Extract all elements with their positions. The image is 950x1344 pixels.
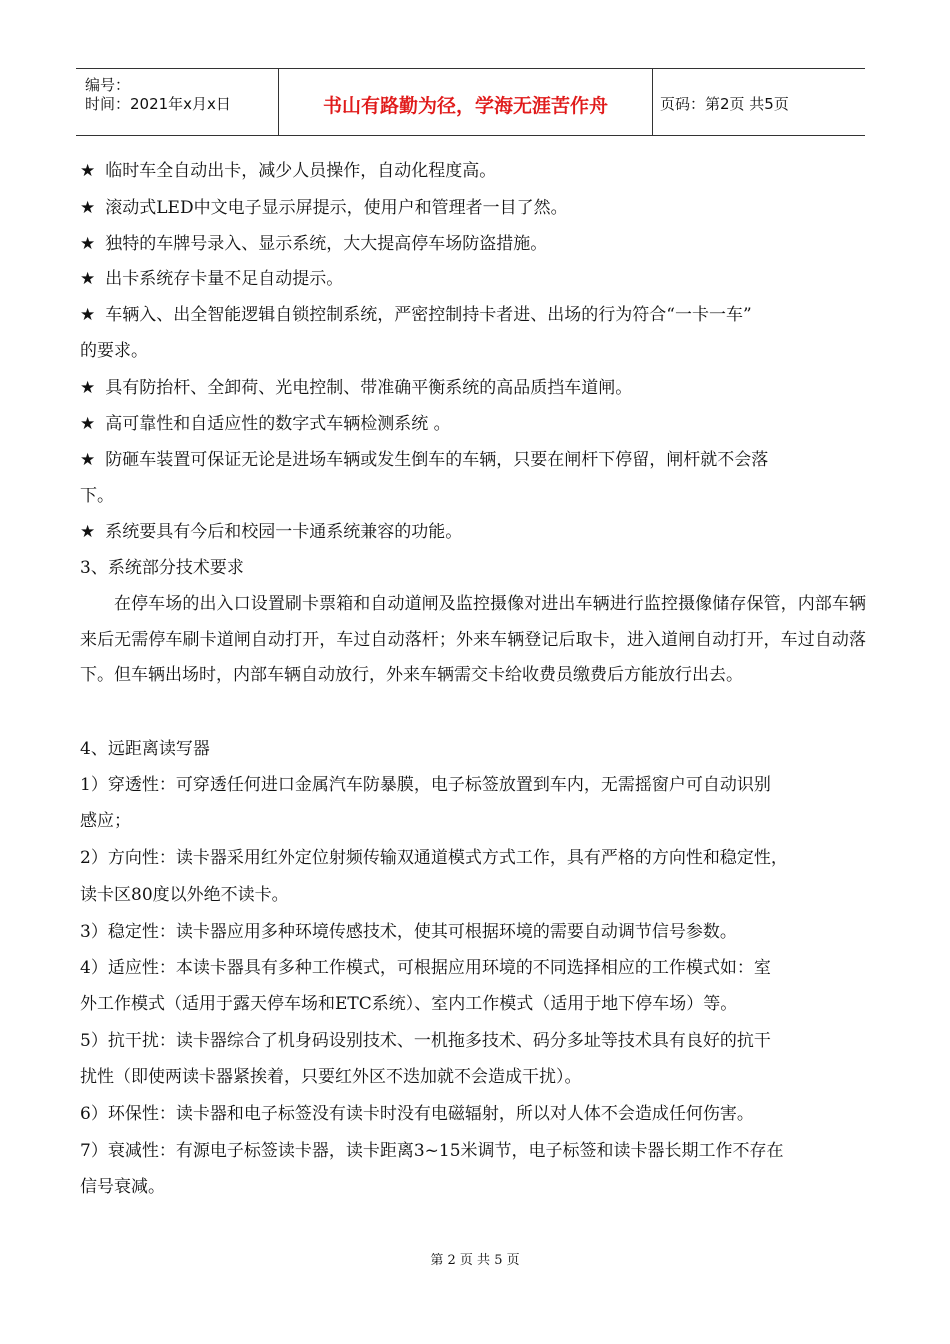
document-number-label: 编号： [85,76,131,94]
spec-line: 6）环保性：读卡器和电子标签没有读卡时没有电磁辐射，所以对人体不会造成任何伤害。 [80,1104,754,1124]
bullet-text: 高可靠性和自适应性的数字式车辆检测系统 。 [105,414,451,434]
bullet-item [80,233,547,255]
spec-line: 3）稳定性：读卡器应用多种环境传感技术，使其可根据环境的需要自动调节信号参数。 [80,922,737,942]
bullet-text: 具有防抬杆、全卸荷、光电控制、带准确平衡系统的高品质挡车道闸。 [105,378,633,398]
bullet-text: 独特的车牌号录入、显示系统，大大提高停车场防盗措施。 [105,234,548,254]
header-page-cell [652,69,865,135]
spec-line: 5）抗干扰：读卡器综合了机身码设别技术、一机拖多技术、码分多址等技术具有良好的抗干 [80,1031,771,1051]
spec-line: 1）穿透性：可穿透任何进口金属汽车防暴膜，电子标签放置到车内，无需摇窗户可自动识别 [80,775,771,795]
spec-line: 2）方向性：读卡器采用红外定位射频传输双通道模式方式工作，具有严格的方向性和稳定性， [80,848,788,868]
bullet-item [80,304,752,326]
bullet-continuation: 的要求。 [80,341,148,361]
bullet-item [80,413,451,435]
page-footer: 第 2 页 共 5 页 [430,1253,520,1268]
star-icon: ★ [80,378,96,398]
star-icon: ★ [80,522,96,542]
header-page-number: 页码：第2页 共5页 [660,95,789,113]
bullet-text: 防砸车装置可保证无论是进场车辆或发生倒车的车辆，只要在闸杆下停留，闸杆就不会落 [105,450,769,470]
star-icon: ★ [80,198,96,218]
section-4-title: 4、远距离读写器 [80,739,210,759]
bullet-item [80,377,632,399]
bullet-item [80,197,568,219]
bullet-item [80,268,343,290]
spec-line: 4）适应性：本读卡器具有多种工作模式，可根据应用环境的不同选择相应的工作模式如：室 [80,958,771,978]
star-icon: ★ [80,305,96,325]
bullet-text: 出卡系统存卡量不足自动提示。 [105,269,344,289]
spec-line: 读卡区80度以外绝不读卡。 [80,885,289,905]
page-header [76,68,865,136]
star-icon: ★ [80,234,96,254]
bullet-text: 临时车全自动出卡，减少人员操作，自动化程度高。 [105,161,497,181]
bullet-text: 车辆入、出全智能逻辑自锁控制系统，严密控制持卡者进、出场的行为符合“一卡一车” [105,305,752,325]
header-meta-cell [76,69,278,135]
star-icon: ★ [80,414,96,434]
spec-line: 感应； [80,811,131,831]
star-icon: ★ [80,450,96,470]
header-motto-cell [278,69,653,135]
spec-line: 扰性（即使两读卡器紧挨着，只要红外区不迭加就不会造成干扰）。 [80,1067,582,1087]
section-3-title: 3、系统部分技术要求 [80,558,244,578]
spec-line: 信号衰减。 [80,1177,165,1197]
bullet-item [80,160,496,182]
bullet-continuation: 下。 [80,486,114,506]
bullet-item [80,449,768,471]
bullet-text: 滚动式LED中文电子显示屏提示，使用户和管理者一目了然。 [105,198,568,218]
section-3-paragraph: 在停车场的出入口设置刷卡票箱和自动道闸及监控摄像对进出车辆进行监控摄像储存保管，内部车辆来后无需停车刷卡道闸自动打开，车过自动落杆；外来车辆登记后取卡，进入道闸自动打开，车过自动落下。但车辆出场时，内部车辆自动放行，外来车辆需交卡给收费员缴费后方能放行出去。 [80,594,866,685]
bullet-text: 系统要具有今后和校园一卡通系统兼容的功能。 [105,522,463,542]
star-icon: ★ [80,161,96,181]
document-time-label: 时间：2021年x月x日 [85,95,231,113]
star-icon: ★ [80,269,96,289]
bullet-item [80,521,462,543]
header-motto: 书山有路勤为径，学海无涯苦作舟 [322,95,608,117]
spec-line: 7）衰减性：有源电子标签读卡器，读卡距离3~15米调节，电子标签和读卡器长期工作不存在 [80,1141,784,1161]
spec-line: 外工作模式（适用于露天停车场和ETC系统）、室内工作模式（适用于地下停车场）等。 [80,994,738,1014]
